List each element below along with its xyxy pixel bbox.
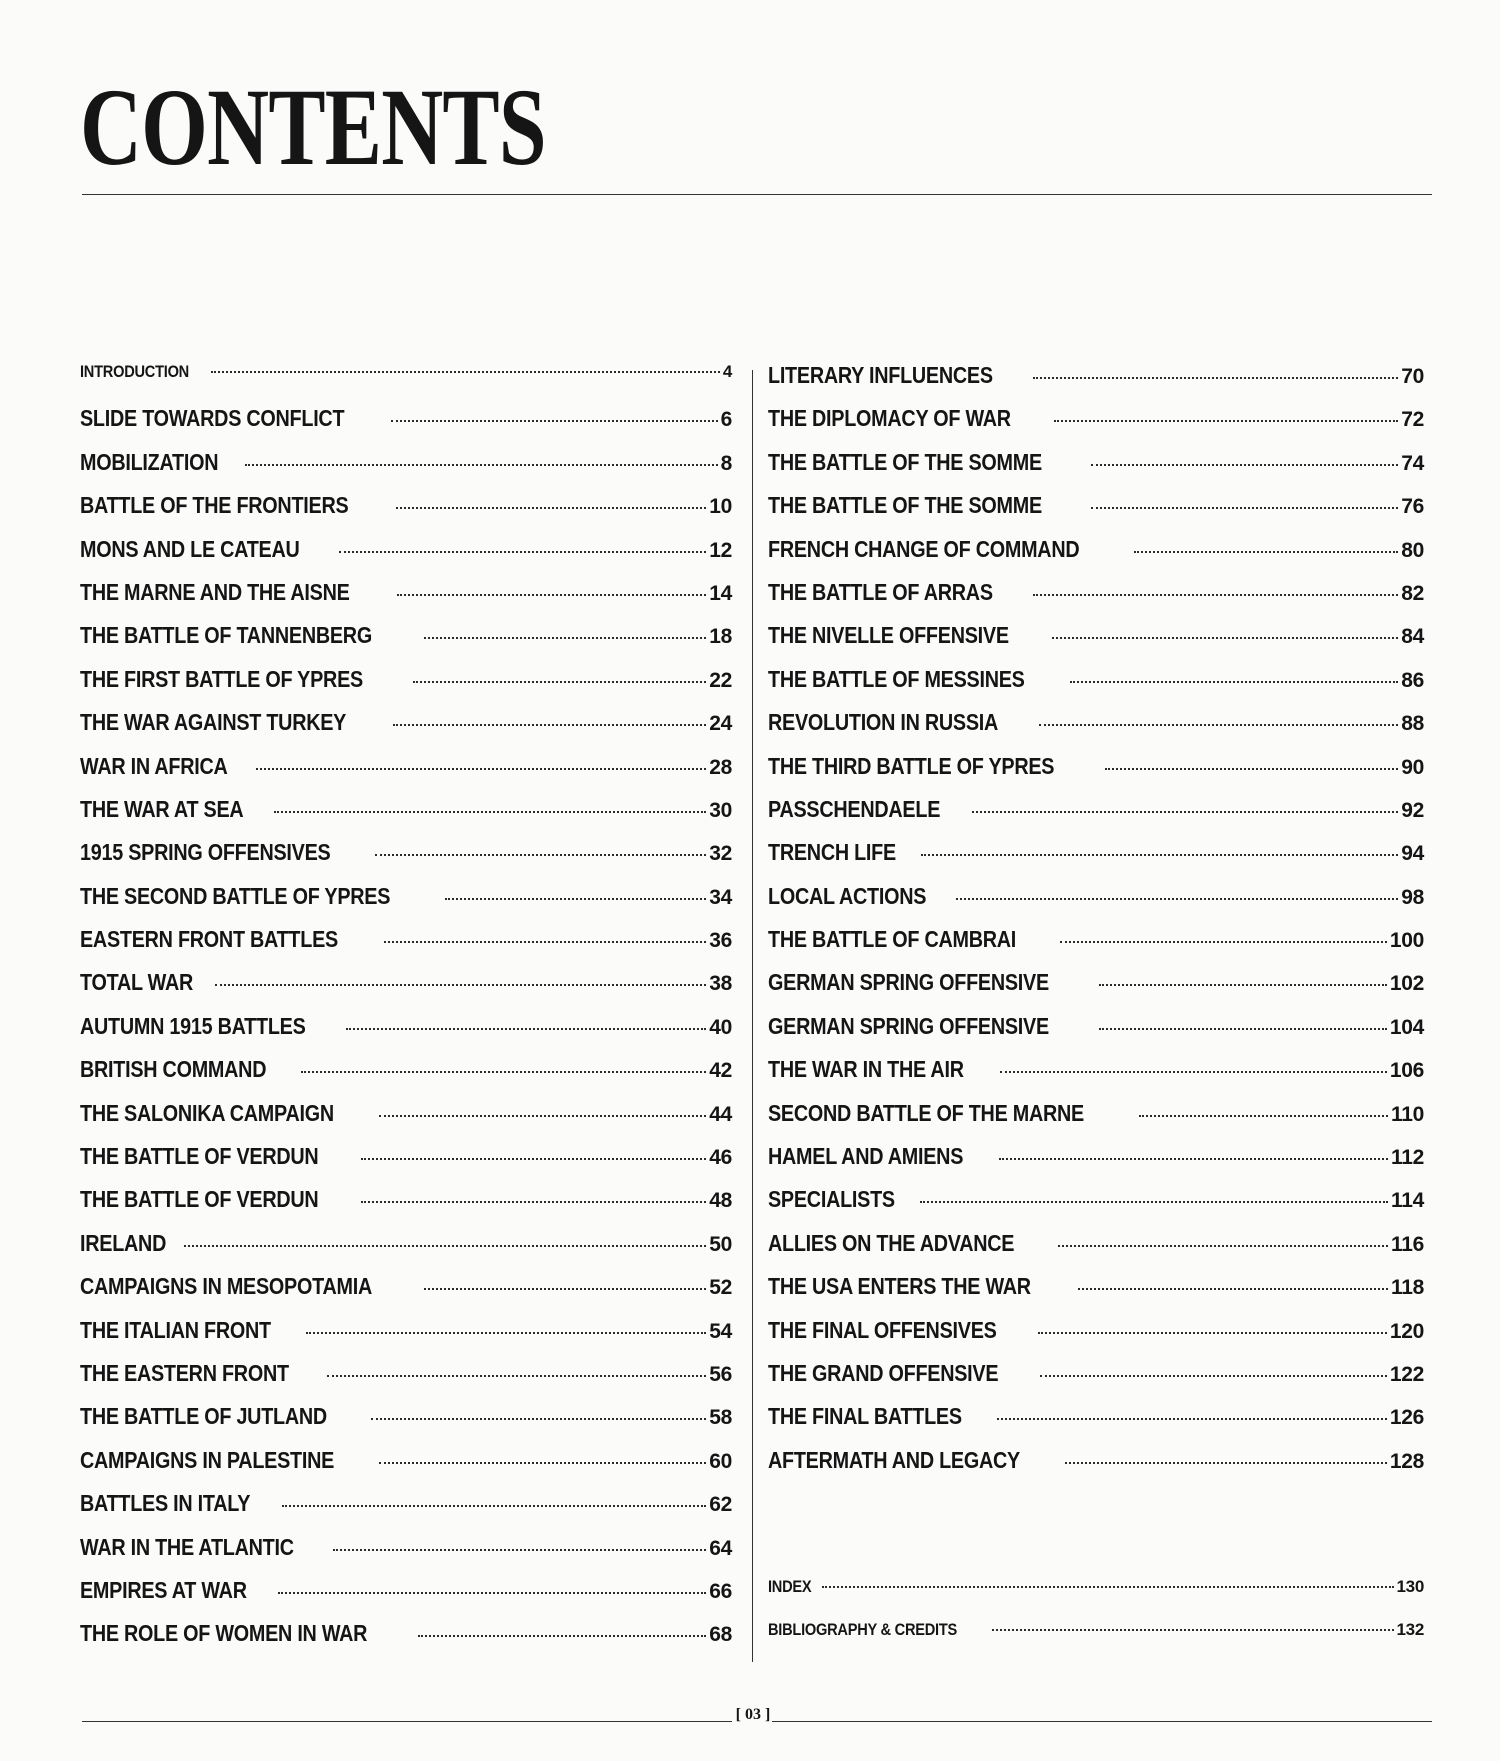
- toc-entry-page: 102: [1389, 972, 1424, 996]
- dot-leader: [184, 1245, 706, 1247]
- toc-entry-title: BRITISH COMMAND: [80, 1056, 267, 1083]
- toc-entry-title: EASTERN FRONT BATTLES: [80, 926, 338, 953]
- toc-entry[interactable]: [768, 753, 1424, 796]
- toc-entry-page: 40: [709, 1015, 732, 1039]
- toc-left-column: [80, 362, 732, 1664]
- toc-entry[interactable]: [80, 1620, 732, 1663]
- dot-leader: [921, 854, 1398, 856]
- toc-entry-page: 36: [709, 929, 732, 953]
- toc-entry-title: MONS AND LE CATEAU: [80, 535, 300, 562]
- dot-leader: [1070, 681, 1398, 683]
- dot-leader: [379, 1462, 706, 1464]
- toc-entry-title: THE NIVELLE OFFENSIVE: [768, 622, 1009, 649]
- toc-entry-title: BIBLIOGRAPHY & CREDITS: [768, 1620, 958, 1640]
- dot-leader: [327, 1375, 706, 1377]
- toc-entry-title: GERMAN SPRING OFFENSIVE: [768, 1012, 1049, 1039]
- toc-entry[interactable]: [768, 1360, 1424, 1403]
- toc-entry-title: BATTLE OF THE FRONTIERS: [80, 492, 349, 519]
- toc-entry-title: CAMPAIGNS IN PALESTINE: [80, 1446, 335, 1473]
- dot-leader: [1060, 941, 1386, 943]
- dot-leader: [418, 1635, 706, 1637]
- dot-leader: [1033, 377, 1398, 379]
- toc-entry[interactable]: [80, 1143, 732, 1186]
- toc-entry-page: 14: [709, 581, 732, 605]
- toc-entry-page: 110: [1391, 1102, 1424, 1126]
- toc-entry-page: 74: [1401, 451, 1424, 475]
- toc-entry-title: GERMAN SPRING OFFENSIVE: [768, 969, 1049, 996]
- toc-entry-page: 76: [1401, 495, 1424, 519]
- toc-entry-page: 22: [709, 668, 732, 692]
- toc-entry-title: THE THIRD BATTLE OF YPRES: [768, 752, 1055, 779]
- dot-leader: [956, 898, 1398, 900]
- toc-entry-title: THE EASTERN FRONT: [80, 1359, 289, 1386]
- toc-entry[interactable]: [768, 1620, 1424, 1663]
- toc-entry[interactable]: [768, 839, 1424, 882]
- dot-leader: [375, 854, 706, 856]
- toc-entry-title: INTRODUCTION: [80, 362, 189, 381]
- toc-entry-page: 126: [1389, 1406, 1424, 1430]
- toc-entry[interactable]: [80, 839, 732, 882]
- dot-leader: [997, 1418, 1387, 1420]
- dot-leader: [1052, 637, 1398, 639]
- dot-leader: [211, 371, 720, 373]
- dot-leader: [1091, 464, 1399, 466]
- toc-entry-title: THE FIRST BATTLE OF YPRES: [80, 665, 363, 692]
- dot-leader: [397, 594, 706, 596]
- toc-entry-title: BATTLES IN ITALY: [80, 1490, 251, 1517]
- dot-leader: [1099, 1028, 1387, 1030]
- dot-leader: [445, 898, 707, 900]
- toc-entry[interactable]: [768, 622, 1424, 665]
- page-title: CONTENTS: [80, 66, 546, 188]
- toc-right-column: [768, 362, 1424, 1664]
- toc-entry-page: 104: [1389, 1015, 1424, 1039]
- toc-entry[interactable]: [80, 1186, 732, 1229]
- dot-leader: [999, 1158, 1388, 1160]
- toc-entry-title: THE BATTLE OF VERDUN: [80, 1143, 319, 1170]
- dot-leader: [346, 1028, 706, 1030]
- toc-entry[interactable]: [80, 1230, 732, 1273]
- toc-entry[interactable]: [80, 1273, 732, 1316]
- dot-leader: [1078, 1288, 1388, 1290]
- toc-entry-title: TOTAL WAR: [80, 969, 194, 996]
- dot-leader: [384, 941, 706, 943]
- toc-entry[interactable]: [80, 796, 732, 839]
- toc-entry-page: 118: [1391, 1276, 1424, 1300]
- toc-entry[interactable]: [80, 449, 732, 492]
- toc-entry-page: 64: [709, 1536, 732, 1560]
- toc-entry-title: INDEX: [768, 1576, 812, 1596]
- title-rule: [82, 194, 1432, 195]
- toc-entry[interactable]: [768, 492, 1424, 535]
- dot-leader: [1033, 594, 1398, 596]
- toc-entry[interactable]: [80, 1360, 732, 1403]
- toc-entry[interactable]: [768, 579, 1424, 622]
- toc-entry-title: THE USA ENTERS THE WAR: [768, 1273, 1031, 1300]
- toc-entry[interactable]: [768, 969, 1424, 1012]
- toc-entry-page: 100: [1389, 929, 1424, 953]
- dot-leader: [413, 681, 706, 683]
- toc-entry[interactable]: [768, 1056, 1424, 1099]
- toc-entry-page: 68: [709, 1623, 732, 1647]
- dot-leader: [393, 724, 706, 726]
- toc-entry[interactable]: [80, 1534, 732, 1577]
- toc-entry-title: SECOND BATTLE OF THE MARNE: [768, 1099, 1084, 1126]
- toc-entry[interactable]: [80, 622, 732, 665]
- toc-entry-page: 6: [720, 408, 732, 432]
- toc-entry-page: 122: [1389, 1362, 1424, 1386]
- toc-entry-title: THE FINAL BATTLES: [768, 1403, 962, 1430]
- toc-entry-page: 56: [709, 1362, 732, 1386]
- toc-entry[interactable]: [80, 1317, 732, 1360]
- toc-entry[interactable]: [80, 1100, 732, 1143]
- column-divider: [752, 370, 753, 1662]
- toc-entry-title: WAR IN THE ATLANTIC: [80, 1533, 294, 1560]
- toc-entry-page: 8: [720, 451, 732, 475]
- toc-entry[interactable]: [80, 405, 732, 448]
- dot-leader: [274, 811, 706, 813]
- toc-entry-title: EMPIRES AT WAR: [80, 1576, 247, 1603]
- toc-entry[interactable]: [768, 1447, 1424, 1490]
- toc-entry-page: 130: [1396, 1576, 1424, 1596]
- dot-leader: [1054, 420, 1398, 422]
- toc-entry-title: SPECIALISTS: [768, 1186, 895, 1213]
- toc-entry[interactable]: [768, 449, 1424, 492]
- toc-entry[interactable]: [768, 1273, 1424, 1316]
- toc-entry-title: THE MARNE AND THE AISNE: [80, 578, 350, 605]
- toc-entry-title: THE ROLE OF WOMEN IN WAR: [80, 1620, 368, 1647]
- toc-entry-page: 116: [1391, 1232, 1424, 1256]
- dot-leader: [1058, 1245, 1388, 1247]
- dot-leader: [333, 1549, 707, 1551]
- dot-leader: [1000, 1071, 1387, 1073]
- toc-entry-title: THE BATTLE OF VERDUN: [80, 1186, 319, 1213]
- toc-entry-page: 46: [709, 1146, 732, 1170]
- toc-entry-page: 30: [709, 798, 732, 822]
- dot-leader: [306, 1332, 706, 1334]
- dot-leader: [1105, 768, 1398, 770]
- toc-entry-page: 4: [722, 362, 732, 381]
- dot-leader: [1039, 724, 1398, 726]
- toc-entry[interactable]: [80, 362, 732, 405]
- toc-entry[interactable]: [80, 579, 732, 622]
- toc-entry-title: ALLIES ON THE ADVANCE: [768, 1229, 1015, 1256]
- toc-entry[interactable]: [80, 1577, 732, 1620]
- dot-leader: [1099, 984, 1387, 986]
- toc-entry[interactable]: [80, 1447, 732, 1490]
- toc-entry[interactable]: [768, 1186, 1424, 1229]
- toc-entry[interactable]: [80, 666, 732, 709]
- toc-entry-page: 52: [709, 1276, 732, 1300]
- toc-entry-page: 70: [1401, 365, 1424, 388]
- toc-entry-title: THE WAR IN THE AIR: [768, 1056, 964, 1083]
- toc-entry-title: THE ITALIAN FRONT: [80, 1316, 271, 1343]
- toc-entry-page: 60: [709, 1449, 732, 1473]
- toc-entry-page: 112: [1391, 1146, 1424, 1170]
- toc-entry-page: 92: [1401, 798, 1424, 822]
- toc-entry-page: 38: [709, 972, 732, 996]
- toc-entry-page: 62: [709, 1493, 732, 1517]
- toc-entry-page: 114: [1391, 1189, 1424, 1213]
- toc-entry-page: 86: [1401, 668, 1424, 692]
- toc-entry[interactable]: [768, 536, 1424, 579]
- toc-entry-title: THE BATTLE OF THE SOMME: [768, 448, 1042, 475]
- toc-entry-page: 24: [709, 712, 732, 736]
- toc-entry[interactable]: [768, 883, 1424, 926]
- toc-entry-page: 10: [709, 495, 732, 519]
- toc-entry[interactable]: [80, 492, 732, 535]
- dot-leader: [245, 464, 718, 466]
- toc-entry-title: TRENCH LIFE: [768, 839, 896, 866]
- dot-leader: [361, 1158, 706, 1160]
- footer-rule-left: [82, 1721, 732, 1722]
- dot-leader: [1040, 1375, 1387, 1377]
- toc-entry[interactable]: [768, 1317, 1424, 1360]
- dot-leader: [391, 420, 717, 422]
- dot-leader: [1065, 1462, 1387, 1464]
- spacer: [768, 1490, 1424, 1577]
- toc-entry-page: 50: [709, 1232, 732, 1256]
- toc-entry-page: 32: [709, 842, 732, 866]
- toc-entry-title: THE FINAL OFFENSIVES: [768, 1316, 997, 1343]
- toc-entry[interactable]: [768, 709, 1424, 752]
- toc-entry-title: THE DIPLOMACY OF WAR: [768, 405, 1011, 432]
- dot-leader: [282, 1505, 706, 1507]
- toc-entry-title: THE BATTLE OF JUTLAND: [80, 1403, 327, 1430]
- dot-leader: [215, 984, 706, 986]
- toc-entry[interactable]: [80, 1056, 732, 1099]
- toc-entry-page: 90: [1401, 755, 1424, 779]
- toc-entry[interactable]: [80, 536, 732, 579]
- toc-entry[interactable]: [80, 1013, 732, 1056]
- toc-entry-page: 54: [709, 1319, 732, 1343]
- toc-entry-page: 120: [1389, 1319, 1424, 1343]
- toc-entry[interactable]: [768, 405, 1424, 448]
- toc-entry-title: THE WAR AT SEA: [80, 795, 244, 822]
- toc-entry-title: HAMEL AND AMIENS: [768, 1143, 964, 1170]
- dot-leader: [301, 1071, 707, 1073]
- toc-entry[interactable]: [80, 883, 732, 926]
- toc-entry-page: 84: [1401, 625, 1424, 649]
- toc-entry[interactable]: [768, 1013, 1424, 1056]
- toc-entry-page: 34: [709, 885, 732, 909]
- toc-entry-page: 12: [709, 538, 732, 562]
- toc-entry-title: THE GRAND OFFENSIVE: [768, 1359, 999, 1386]
- toc-entry-title: THE SALONIKA CAMPAIGN: [80, 1099, 334, 1126]
- dot-leader: [1134, 551, 1398, 553]
- toc-entry-title: CAMPAIGNS IN MESOPOTAMIA: [80, 1273, 372, 1300]
- dot-leader: [396, 507, 706, 509]
- dot-leader: [822, 1586, 1393, 1588]
- dot-leader: [256, 768, 707, 770]
- dot-leader: [278, 1592, 706, 1594]
- toc-entry[interactable]: [80, 926, 732, 969]
- toc-entry-title: AFTERMATH AND LEGACY: [768, 1446, 1020, 1473]
- toc-entry-page: 66: [709, 1579, 732, 1603]
- toc-entry[interactable]: [80, 1403, 732, 1446]
- toc-entry[interactable]: [768, 926, 1424, 969]
- toc-entry-title: THE BATTLE OF MESSINES: [768, 665, 1025, 692]
- toc-entry-title: THE BATTLE OF TANNENBERG: [80, 622, 372, 649]
- toc-entry-title: SLIDE TOWARDS CONFLICT: [80, 405, 345, 432]
- toc-entry-page: 88: [1401, 712, 1424, 736]
- toc-entry-title: THE BATTLE OF CAMBRAI: [768, 926, 1017, 953]
- toc-entry-page: 58: [709, 1406, 732, 1430]
- toc-entry[interactable]: [768, 1100, 1424, 1143]
- toc-entry-title: THE WAR AGAINST TURKEY: [80, 709, 347, 736]
- toc-entry-page: 80: [1401, 538, 1424, 562]
- toc-entry-page: 18: [709, 625, 732, 649]
- toc-entry-title: MOBILIZATION: [80, 448, 219, 475]
- toc-entry-title: THE BATTLE OF ARRAS: [768, 578, 993, 605]
- toc-entry-page: 82: [1401, 581, 1424, 605]
- toc-entry-page: 132: [1396, 1620, 1424, 1640]
- toc-entry[interactable]: [80, 969, 732, 1012]
- toc-entry-page: 98: [1401, 885, 1424, 909]
- dot-leader: [1038, 1332, 1387, 1334]
- dot-leader: [1091, 507, 1399, 509]
- toc-entry-title: THE SECOND BATTLE OF YPRES: [80, 882, 391, 909]
- toc-entry-page: 44: [709, 1102, 732, 1126]
- toc-entry-title: IRELAND: [80, 1229, 167, 1256]
- toc-entry-title: REVOLUTION IN RUSSIA: [768, 709, 999, 736]
- dot-leader: [972, 811, 1398, 813]
- toc-entry-page: 106: [1389, 1059, 1424, 1083]
- toc-entry[interactable]: [80, 1490, 732, 1533]
- toc-entry-title: WAR IN AFRICA: [80, 752, 228, 779]
- toc-entry[interactable]: [80, 709, 732, 752]
- toc-entry-page: 48: [709, 1189, 732, 1213]
- toc-entry[interactable]: [80, 753, 732, 796]
- dot-leader: [992, 1629, 1394, 1631]
- toc-entry[interactable]: [768, 1230, 1424, 1273]
- toc-entry-page: 72: [1401, 408, 1424, 432]
- toc-entry[interactable]: [768, 1143, 1424, 1186]
- toc-entry[interactable]: [768, 362, 1424, 405]
- dot-leader: [361, 1201, 706, 1203]
- toc-entry-title: 1915 SPRING OFFENSIVES: [80, 839, 331, 866]
- toc-entry-page: 42: [709, 1059, 732, 1083]
- dot-leader: [379, 1115, 706, 1117]
- toc-entry-title: PASSCHENDAELE: [768, 795, 941, 822]
- dot-leader: [1139, 1115, 1388, 1117]
- dot-leader: [339, 551, 706, 553]
- dot-leader: [424, 1288, 707, 1290]
- dot-leader: [920, 1201, 1389, 1203]
- dot-leader: [371, 1418, 706, 1420]
- toc-entry-page: 128: [1389, 1449, 1424, 1473]
- toc-entry-title: FRENCH CHANGE OF COMMAND: [768, 535, 1080, 562]
- toc-entry[interactable]: [768, 796, 1424, 839]
- toc-entry[interactable]: [768, 666, 1424, 709]
- toc-entry[interactable]: [768, 1577, 1424, 1620]
- toc-entry-page: 94: [1401, 842, 1424, 866]
- toc-entry-title: LITERARY INFLUENCES: [768, 362, 993, 388]
- page-number: [ 03 ]: [735, 1706, 771, 1723]
- toc-entry-title: AUTUMN 1915 BATTLES: [80, 1012, 306, 1039]
- toc-entry-title: THE BATTLE OF THE SOMME: [768, 492, 1042, 519]
- footer-rule-right: [772, 1721, 1432, 1722]
- toc-entry-title: LOCAL ACTIONS: [768, 882, 927, 909]
- toc-entry[interactable]: [768, 1403, 1424, 1446]
- toc-entry-page: 28: [709, 755, 732, 779]
- dot-leader: [424, 637, 707, 639]
